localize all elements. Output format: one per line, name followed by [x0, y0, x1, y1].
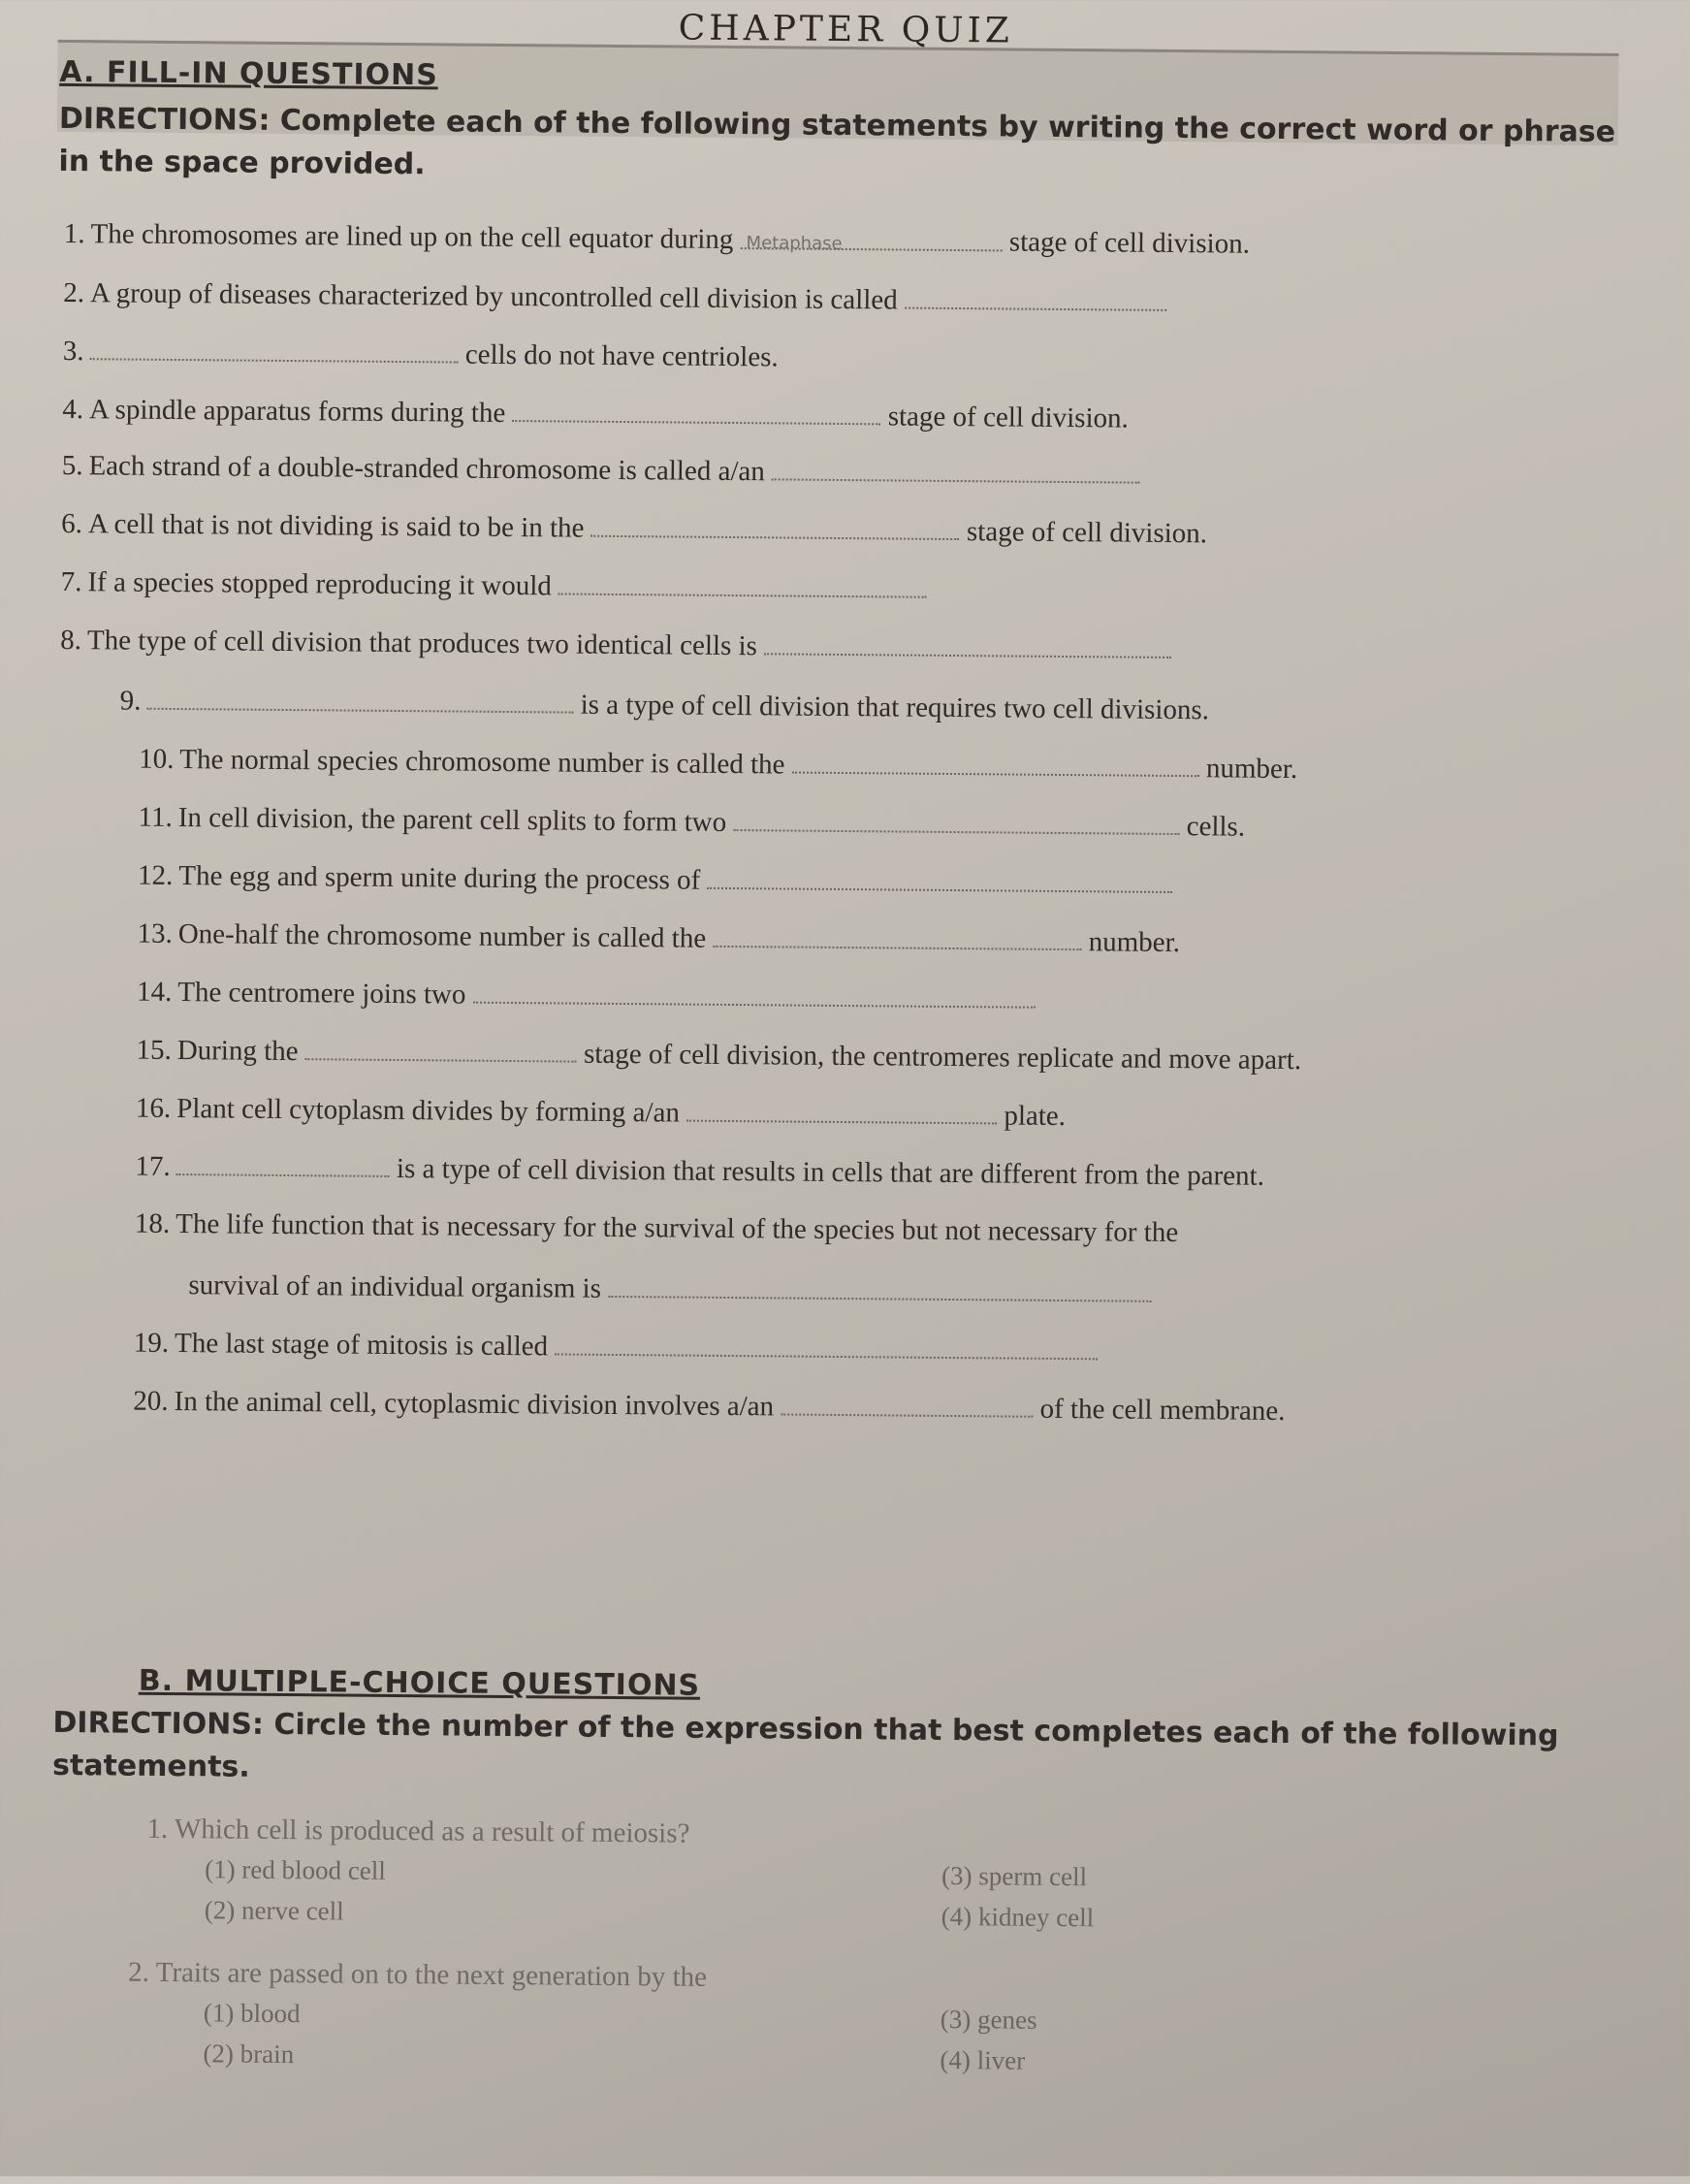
question-number: 7. [60, 565, 82, 598]
fill-in-question [137, 917, 1180, 959]
question-text-after: stage of cell division. [887, 401, 1129, 434]
answer-blank[interactable] [305, 1035, 577, 1062]
question-text: In the animal cell, cytoplasmic division involves a/an [174, 1386, 775, 1423]
mc-option[interactable]: (2) nerve cell [204, 1895, 344, 1926]
answer-blank[interactable] [741, 224, 1003, 254]
mc-question-stem: 1. Which cell is produced as a result of meiosis? [146, 1813, 690, 1849]
fill-in-question [188, 1269, 1151, 1310]
fill-in-question [64, 218, 1250, 261]
question-text-after: stage of cell division, the centromeres replicate and move apart. [583, 1038, 1302, 1076]
question-number: 5. [61, 449, 83, 482]
question-text: One-half the chromosome number is called the [177, 918, 707, 954]
answer-blank[interactable] [905, 284, 1166, 311]
mc-option[interactable]: (1) blood [203, 1998, 301, 2029]
question-text: During the [176, 1035, 299, 1068]
question-text: A cell that is not dividing is said to be in the [87, 508, 585, 544]
question-text-after: stage of cell division. [966, 516, 1208, 550]
answer-blank[interactable] [608, 1272, 1151, 1302]
question-number: 3. [62, 335, 84, 368]
fill-in-question [136, 1034, 1301, 1076]
answer-blank[interactable] [146, 685, 573, 714]
fill-in-question [136, 1092, 1066, 1133]
question-text: A group of diseases characterized by uncontrolled cell division is called [89, 277, 898, 316]
fill-in-question [135, 1150, 1264, 1193]
question-text-after: cells do not have centrioles. [464, 338, 779, 373]
question-text-after: is a type of cell division that requires two cell divisions. [580, 689, 1210, 726]
question-number: 8. [60, 624, 82, 657]
mc-option[interactable]: (4) liver [940, 2044, 1026, 2075]
question-text-after: plate. [1004, 1100, 1067, 1133]
question-number: 4. [62, 393, 84, 426]
fill-in-question [135, 1208, 1178, 1249]
answer-blank[interactable] [686, 1097, 997, 1125]
question-text: survival of an individual organism is [188, 1269, 602, 1304]
answer-blank[interactable] [772, 455, 1140, 483]
answer-blank[interactable] [591, 512, 960, 540]
question-number: 17. [135, 1150, 171, 1182]
question-text-after: number. [1205, 753, 1298, 786]
question-text: If a species stopped reproducing it would [87, 566, 552, 602]
question-number: 13. [137, 917, 173, 949]
question-text-after: number. [1088, 926, 1181, 959]
question-number: 18. [134, 1207, 171, 1239]
answer-blank[interactable] [713, 922, 1081, 950]
question-number: 1. [63, 217, 85, 250]
mc-question-stem: 2. Traits are passed on to the next generation by the [128, 1956, 708, 1993]
question-number: 10. [139, 743, 175, 775]
question-number: 6. [61, 507, 83, 540]
fill-in-question [63, 335, 779, 373]
question-text: In cell division, the parent cell splits to form two [177, 802, 727, 838]
fill-in-question [138, 801, 1245, 844]
question-text-after: cells. [1186, 811, 1246, 843]
mc-option[interactable]: (2) brain [203, 2039, 295, 2070]
question-text: A spindle apparatus forms during the [88, 394, 506, 429]
fill-in-question [61, 565, 928, 606]
question-number: 11. [138, 801, 173, 833]
section-a-heading: A. FILL-IN QUESTIONS [59, 54, 438, 93]
page-title: CHAPTER QUIZ [678, 8, 1013, 51]
question-text: The egg and sperm unite during the process of [178, 860, 701, 896]
answer-blank[interactable] [781, 1390, 1033, 1417]
question-text: The last stage of mitosis is called [174, 1328, 549, 1363]
answer-blank[interactable] [792, 749, 1199, 778]
question-number: 14. [136, 976, 173, 1008]
question-number: 9. [119, 685, 142, 717]
answer-blank[interactable] [176, 1150, 390, 1177]
fill-in-question [63, 276, 1166, 319]
question-number: 2. [63, 276, 85, 309]
question-number: 20. [133, 1385, 169, 1417]
answer-blank[interactable] [89, 335, 458, 363]
question-text: The type of cell division that produces two identical cells is [86, 625, 758, 662]
fill-in-question [134, 1327, 1099, 1368]
answer-blank[interactable] [512, 397, 880, 425]
mc-option[interactable]: (1) red blood cell [205, 1854, 386, 1885]
answer-blank[interactable] [473, 979, 1036, 1009]
question-text: The life function that is necessary for the survival of the species but not necessary for the [175, 1208, 1179, 1249]
fill-in-question [62, 449, 1141, 492]
fill-in-question [139, 743, 1297, 786]
answer-blank[interactable] [555, 1330, 1098, 1360]
question-text: Plant cell cytoplasm divides by forming a/an [176, 1093, 681, 1129]
question-text: The centromere joins two [177, 977, 466, 1011]
question-text: The chromosomes are lined up on the cell equator during [90, 218, 734, 256]
question-text-after: stage of cell division. [1008, 226, 1251, 260]
section-a-directions: DIRECTIONS: Complete each of the following statements by writing the correct word or phrase in the space provided. [58, 101, 1616, 182]
fill-in-question [137, 976, 1036, 1016]
answer-blank[interactable] [707, 864, 1172, 893]
answer-blank[interactable] [764, 629, 1171, 658]
question-text: The normal species chromosome number is called the [179, 744, 785, 781]
answer-blank[interactable] [558, 569, 927, 597]
fill-in-question [120, 685, 1210, 727]
fill-in-question [138, 859, 1173, 901]
question-text-after: of the cell membrane. [1039, 1393, 1286, 1428]
section-b-directions: DIRECTIONS: Circle the number of the expression that best completes each of the following statements. [51, 1705, 1559, 1784]
fill-in-question [60, 624, 1171, 666]
fill-in-question [133, 1385, 1285, 1428]
mc-option[interactable]: (4) kidney cell [941, 1901, 1095, 1933]
answer-text: Metaphase [746, 233, 843, 254]
question-number: 16. [135, 1092, 172, 1124]
question-text: Each strand of a double-stranded chromosome is called a/an [88, 450, 766, 488]
mc-option[interactable]: (3) genes [940, 2004, 1037, 2035]
fill-in-question [62, 393, 1129, 435]
question-number: 19. [133, 1327, 170, 1359]
question-number: 12. [137, 859, 174, 891]
section-b-heading: B. MULTIPLE-CHOICE QUESTIONS [138, 1663, 701, 1703]
question-text-after: is a type of cell division that results in cells that are different from the parent. [396, 1153, 1265, 1192]
fill-in-question [61, 507, 1207, 550]
mc-option[interactable]: (3) sperm cell [941, 1860, 1088, 1892]
question-number: 15. [136, 1034, 172, 1066]
answer-blank[interactable] [733, 806, 1179, 835]
